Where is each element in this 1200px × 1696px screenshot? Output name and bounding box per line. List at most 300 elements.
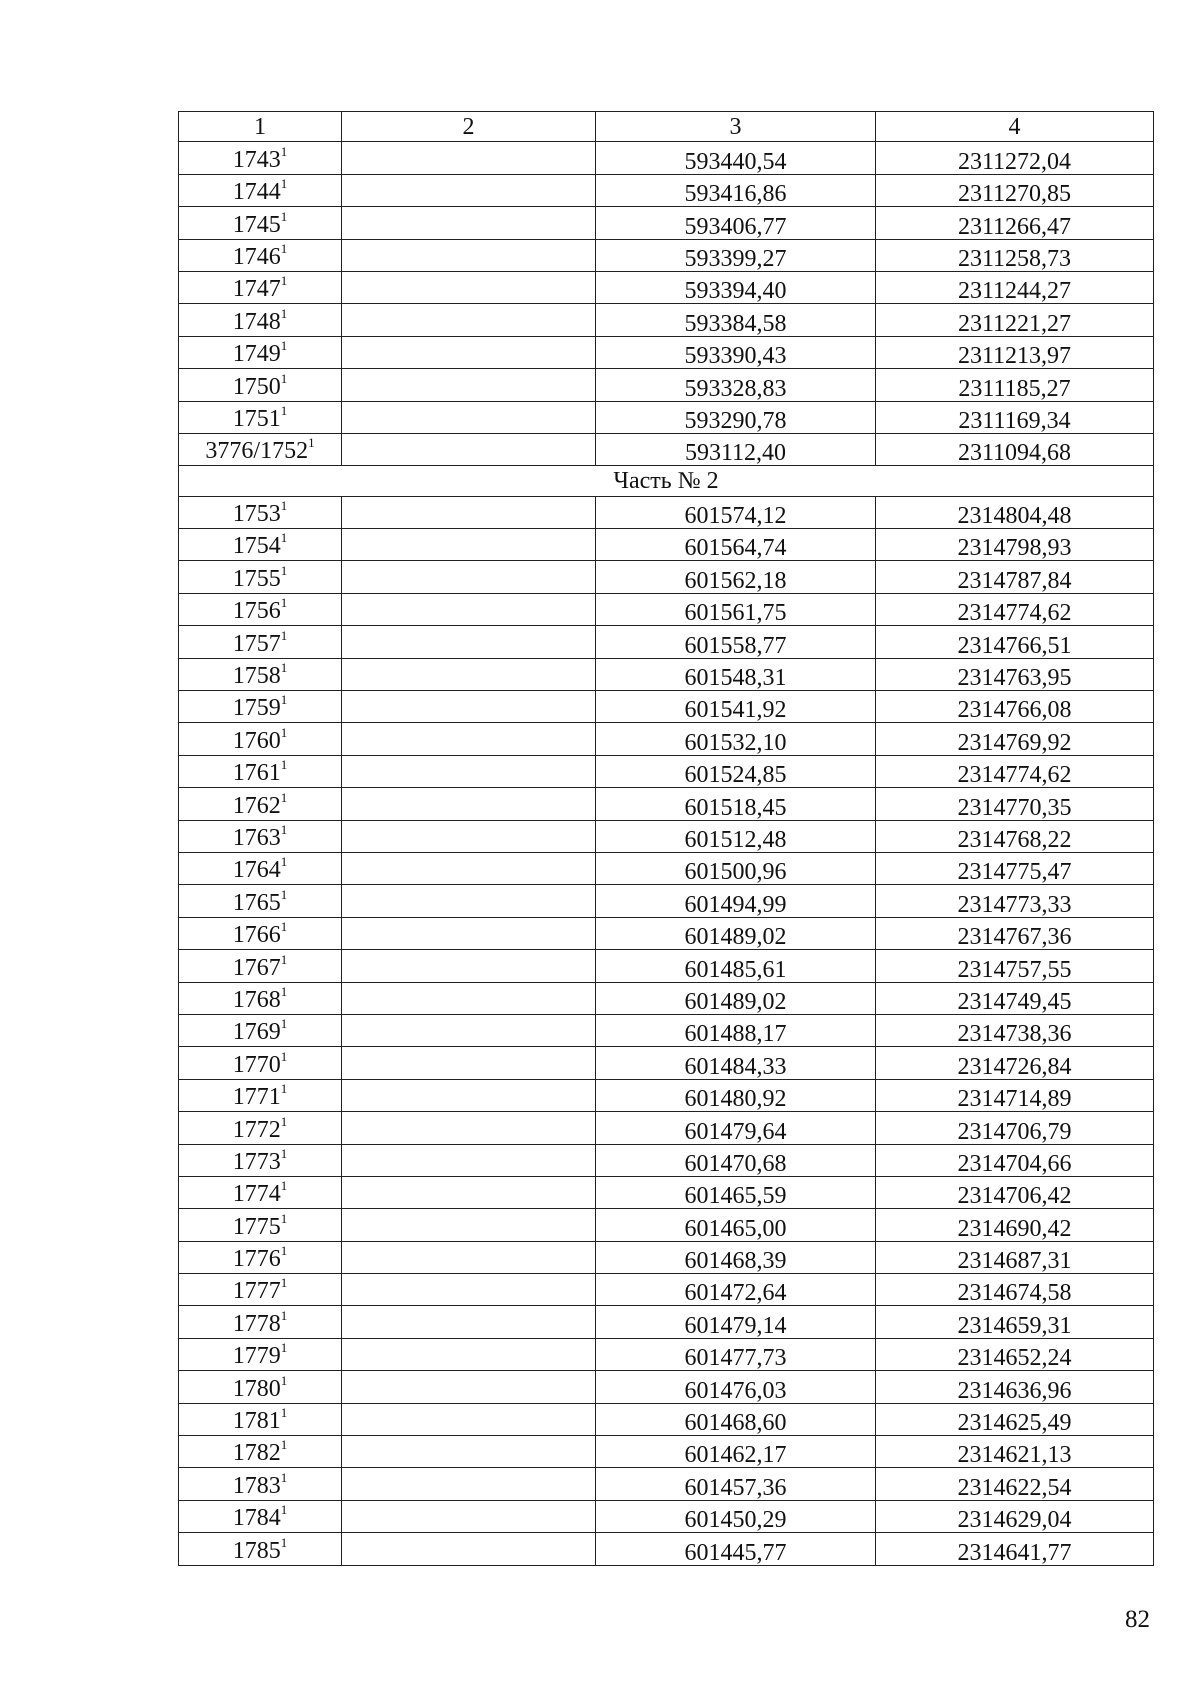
- point-number-cell: [179, 1241, 342, 1273]
- name-cell: [342, 1533, 596, 1565]
- y-coordinate-cell: 2314706,42: [876, 1176, 1154, 1208]
- table-row: [179, 755, 1154, 787]
- y-coordinate-cell: 2314706,79: [876, 1112, 1154, 1144]
- point-number: 1757: [232, 630, 281, 657]
- table-row: [179, 1468, 1154, 1500]
- y-coordinate-cell: 2314625,49: [876, 1403, 1154, 1435]
- x-coordinate-cell: 593399,27: [596, 239, 876, 271]
- point-superscript: 1: [280, 1502, 288, 1518]
- name-cell: [342, 1274, 596, 1306]
- point-number: 1777: [232, 1278, 281, 1305]
- point-superscript: 1: [280, 821, 288, 837]
- point-superscript: 1: [280, 1081, 288, 1097]
- x-coordinate-cell: 593416,86: [596, 174, 876, 206]
- x-coordinate-cell: 601480,92: [596, 1079, 876, 1111]
- x-coordinate-cell: 601561,75: [596, 593, 876, 625]
- name-cell: [342, 1047, 596, 1079]
- point-number: 1746: [232, 243, 281, 270]
- name-cell: [342, 239, 596, 271]
- point-superscript: 1: [280, 1405, 288, 1421]
- point-number: 1747: [232, 276, 281, 303]
- x-coordinate-cell: 593112,40: [596, 433, 876, 465]
- table-row: [179, 239, 1154, 271]
- name-cell: [342, 207, 596, 239]
- name-cell: [342, 1403, 596, 1435]
- x-coordinate-cell: 601574,12: [596, 496, 876, 528]
- y-coordinate-cell: 2311272,04: [876, 142, 1154, 174]
- table-row: [179, 1500, 1154, 1532]
- name-cell: [342, 1468, 596, 1500]
- point-number-cell: [179, 658, 342, 690]
- table-row: [179, 885, 1154, 917]
- point-number-cell: [179, 369, 342, 401]
- point-superscript: 1: [280, 886, 288, 902]
- point-number: 1768: [232, 986, 281, 1013]
- y-coordinate-cell: 2314659,31: [876, 1306, 1154, 1338]
- y-coordinate-cell: 2314704,66: [876, 1144, 1154, 1176]
- point-number-cell: [179, 691, 342, 723]
- y-coordinate-cell: 2311185,27: [876, 369, 1154, 401]
- y-coordinate-cell: 2314636,96: [876, 1371, 1154, 1403]
- point-superscript: 1: [280, 1113, 288, 1129]
- name-cell: [342, 271, 596, 303]
- name-cell: [342, 529, 596, 561]
- point-number: 1761: [232, 760, 281, 787]
- point-superscript: 1: [280, 692, 288, 708]
- point-number: 1750: [232, 373, 281, 400]
- x-coordinate-cell: 601479,64: [596, 1112, 876, 1144]
- table-row: [179, 1144, 1154, 1176]
- point-superscript: 1: [280, 402, 288, 418]
- table-row: [179, 820, 1154, 852]
- point-number: 1781: [232, 1408, 281, 1435]
- point-superscript: 1: [280, 370, 288, 386]
- y-coordinate-cell: 2311213,97: [876, 336, 1154, 368]
- section-title: Часть № 2: [179, 466, 1154, 496]
- point-number: 1765: [232, 889, 281, 916]
- x-coordinate-cell: 601468,60: [596, 1403, 876, 1435]
- point-superscript: 1: [280, 273, 288, 289]
- y-coordinate-cell: 2311221,27: [876, 304, 1154, 336]
- y-coordinate-cell: 2314766,51: [876, 626, 1154, 658]
- table-row: [179, 950, 1154, 982]
- point-number: 1771: [232, 1084, 281, 1111]
- point-number-cell: [179, 820, 342, 852]
- y-coordinate-cell: 2314652,24: [876, 1338, 1154, 1370]
- table-row: [179, 691, 1154, 723]
- table-row: [179, 369, 1154, 401]
- point-superscript: 1: [280, 1534, 288, 1550]
- point-superscript: 1: [280, 854, 288, 870]
- table-row: [179, 207, 1154, 239]
- point-number: 1754: [232, 533, 281, 560]
- point-number-cell: [179, 1112, 342, 1144]
- table-row: [179, 1176, 1154, 1208]
- point-number: 1753: [232, 501, 281, 528]
- point-superscript: 1: [280, 595, 288, 611]
- table-row: [179, 1533, 1154, 1565]
- name-cell: [342, 1500, 596, 1532]
- point-number: 1745: [232, 211, 281, 238]
- y-coordinate-cell: 2314687,31: [876, 1241, 1154, 1273]
- point-number: 1775: [232, 1213, 281, 1240]
- point-superscript: 1: [280, 143, 288, 159]
- y-coordinate-cell: 2314774,62: [876, 755, 1154, 787]
- table-row: [179, 593, 1154, 625]
- point-number: 1776: [232, 1246, 281, 1273]
- table-row: [179, 142, 1154, 174]
- table-row: [179, 1306, 1154, 1338]
- point-superscript: 1: [308, 435, 315, 451]
- point-superscript: 1: [280, 983, 288, 999]
- point-superscript: 1: [280, 1275, 288, 1291]
- point-number: 1751: [232, 405, 281, 432]
- y-coordinate-cell: 2314714,89: [876, 1079, 1154, 1111]
- name-cell: [342, 1241, 596, 1273]
- point-number-cell: [179, 1014, 342, 1046]
- point-number-cell: [179, 561, 342, 593]
- point-number-cell: [179, 142, 342, 174]
- point-number: 3776/1752: [205, 438, 309, 465]
- point-number: 1774: [232, 1181, 281, 1208]
- y-coordinate-cell: 2314774,62: [876, 593, 1154, 625]
- x-coordinate-cell: 593394,40: [596, 271, 876, 303]
- y-coordinate-cell: 2314757,55: [876, 950, 1154, 982]
- x-coordinate-cell: 601470,68: [596, 1144, 876, 1176]
- coordinates-table-body: [179, 112, 1154, 1566]
- point-superscript: 1: [280, 338, 288, 354]
- point-number-cell: [179, 304, 342, 336]
- y-coordinate-cell: 2314770,35: [876, 788, 1154, 820]
- point-number: 1763: [232, 824, 281, 851]
- y-coordinate-cell: 2311270,85: [876, 174, 1154, 206]
- table-row: [179, 917, 1154, 949]
- point-number: 1779: [232, 1343, 281, 1370]
- y-coordinate-cell: 2311244,27: [876, 271, 1154, 303]
- point-superscript: 1: [280, 1243, 288, 1259]
- point-number-cell: [179, 1436, 342, 1468]
- x-coordinate-cell: 601465,00: [596, 1209, 876, 1241]
- table-row: [179, 1436, 1154, 1468]
- x-coordinate-cell: 601494,99: [596, 885, 876, 917]
- name-cell: [342, 982, 596, 1014]
- name-cell: [342, 691, 596, 723]
- x-coordinate-cell: 601489,02: [596, 982, 876, 1014]
- name-cell: [342, 1112, 596, 1144]
- point-number-cell: [179, 529, 342, 561]
- point-number-cell: [179, 885, 342, 917]
- table-row: [179, 496, 1154, 528]
- point-number-cell: [179, 1306, 342, 1338]
- name-cell: [342, 1338, 596, 1370]
- page-number: 82: [1125, 1606, 1150, 1633]
- x-coordinate-cell: 601558,77: [596, 626, 876, 658]
- x-coordinate-cell: 601488,17: [596, 1014, 876, 1046]
- point-number-cell: [179, 1176, 342, 1208]
- point-number-cell: [179, 1079, 342, 1111]
- point-superscript: 1: [280, 660, 288, 676]
- point-superscript: 1: [280, 919, 288, 935]
- point-number: 1785: [232, 1537, 281, 1564]
- point-number-cell: [179, 336, 342, 368]
- name-cell: [342, 1079, 596, 1111]
- point-number: 1782: [232, 1440, 281, 1467]
- table-row: [179, 304, 1154, 336]
- header-col-1: 1: [179, 112, 342, 142]
- x-coordinate-cell: 601465,59: [596, 1176, 876, 1208]
- name-cell: [342, 369, 596, 401]
- header-col-4: 4: [876, 112, 1154, 142]
- point-number-cell: [179, 496, 342, 528]
- point-number-cell: [179, 755, 342, 787]
- name-cell: [342, 723, 596, 755]
- table-row: [179, 1112, 1154, 1144]
- name-cell: [342, 820, 596, 852]
- name-cell: [342, 1209, 596, 1241]
- x-coordinate-cell: 601500,96: [596, 852, 876, 884]
- point-number: 1748: [232, 308, 281, 335]
- y-coordinate-cell: 2314767,36: [876, 917, 1154, 949]
- table-row: [179, 271, 1154, 303]
- header-col-3: 3: [596, 112, 876, 142]
- point-number-cell: [179, 950, 342, 982]
- name-cell: [342, 174, 596, 206]
- point-number-cell: [179, 207, 342, 239]
- y-coordinate-cell: 2311258,73: [876, 239, 1154, 271]
- name-cell: [342, 142, 596, 174]
- point-number-cell: [179, 174, 342, 206]
- point-number: 1772: [232, 1116, 281, 1143]
- name-cell: [342, 852, 596, 884]
- point-number-cell: [179, 401, 342, 433]
- table-row: [179, 982, 1154, 1014]
- point-number: 1773: [232, 1148, 281, 1175]
- table-row: [179, 433, 1154, 465]
- point-superscript: 1: [280, 724, 288, 740]
- table-row: [179, 1371, 1154, 1403]
- x-coordinate-cell: 601562,18: [596, 561, 876, 593]
- point-superscript: 1: [280, 1016, 288, 1032]
- point-superscript: 1: [280, 1340, 288, 1356]
- x-coordinate-cell: 601541,92: [596, 691, 876, 723]
- name-cell: [342, 885, 596, 917]
- point-number-cell: [179, 1500, 342, 1532]
- y-coordinate-cell: 2314738,36: [876, 1014, 1154, 1046]
- table-row: [179, 852, 1154, 884]
- x-coordinate-cell: 601479,14: [596, 1306, 876, 1338]
- point-superscript: 1: [280, 1178, 288, 1194]
- point-number: 1783: [232, 1472, 281, 1499]
- x-coordinate-cell: 593384,58: [596, 304, 876, 336]
- y-coordinate-cell: 2314766,08: [876, 691, 1154, 723]
- point-number-cell: [179, 1144, 342, 1176]
- point-number-cell: [179, 723, 342, 755]
- y-coordinate-cell: 2314621,13: [876, 1436, 1154, 1468]
- point-number-cell: [179, 1371, 342, 1403]
- point-number-cell: [179, 626, 342, 658]
- point-number-cell: [179, 1274, 342, 1306]
- point-number: 1766: [232, 922, 281, 949]
- point-number: 1762: [232, 792, 281, 819]
- point-superscript: 1: [280, 1372, 288, 1388]
- name-cell: [342, 1371, 596, 1403]
- name-cell: [342, 593, 596, 625]
- point-number-cell: [179, 271, 342, 303]
- x-coordinate-cell: 593440,54: [596, 142, 876, 174]
- name-cell: [342, 433, 596, 465]
- x-coordinate-cell: 601489,02: [596, 917, 876, 949]
- point-superscript: 1: [280, 757, 288, 773]
- y-coordinate-cell: 2311169,34: [876, 401, 1154, 433]
- table-row: [179, 174, 1154, 206]
- point-number-cell: [179, 593, 342, 625]
- point-number: 1756: [232, 598, 281, 625]
- y-coordinate-cell: 2311266,47: [876, 207, 1154, 239]
- x-coordinate-cell: 601450,29: [596, 1500, 876, 1532]
- point-superscript: 1: [280, 240, 288, 256]
- section-title-row: [179, 466, 1154, 496]
- table-row: [179, 336, 1154, 368]
- point-superscript: 1: [280, 562, 288, 578]
- point-superscript: 1: [280, 1210, 288, 1226]
- point-number: 1769: [232, 1019, 281, 1046]
- point-number: 1778: [232, 1310, 281, 1337]
- x-coordinate-cell: 601532,10: [596, 723, 876, 755]
- x-coordinate-cell: 593406,77: [596, 207, 876, 239]
- point-superscript: 1: [280, 627, 288, 643]
- point-superscript: 1: [280, 1437, 288, 1453]
- point-superscript: 1: [280, 1145, 288, 1161]
- point-number: 1759: [232, 695, 281, 722]
- table-row: [179, 1274, 1154, 1306]
- point-number: 1743: [232, 146, 281, 173]
- table-row: [179, 1241, 1154, 1273]
- point-number-cell: [179, 1047, 342, 1079]
- name-cell: [342, 1014, 596, 1046]
- name-cell: [342, 1306, 596, 1338]
- y-coordinate-cell: 2314787,84: [876, 561, 1154, 593]
- y-coordinate-cell: 2314804,48: [876, 496, 1154, 528]
- table-row: [179, 1338, 1154, 1370]
- point-number: 1760: [232, 727, 281, 754]
- x-coordinate-cell: 601462,17: [596, 1436, 876, 1468]
- point-number: 1758: [232, 663, 281, 690]
- point-number: 1767: [232, 954, 281, 981]
- point-number-cell: [179, 1533, 342, 1565]
- x-coordinate-cell: 593290,78: [596, 401, 876, 433]
- table-row: [179, 1079, 1154, 1111]
- x-coordinate-cell: 601524,85: [596, 755, 876, 787]
- x-coordinate-cell: 601548,31: [596, 658, 876, 690]
- x-coordinate-cell: 601445,77: [596, 1533, 876, 1565]
- x-coordinate-cell: 601472,64: [596, 1274, 876, 1306]
- y-coordinate-cell: 2314773,33: [876, 885, 1154, 917]
- point-superscript: 1: [280, 208, 288, 224]
- point-superscript: 1: [280, 1307, 288, 1323]
- point-number: 1770: [232, 1051, 281, 1078]
- x-coordinate-cell: 601512,48: [596, 820, 876, 852]
- x-coordinate-cell: 601484,33: [596, 1047, 876, 1079]
- table-row: [179, 1403, 1154, 1435]
- name-cell: [342, 304, 596, 336]
- table-row: [179, 626, 1154, 658]
- point-superscript: 1: [280, 789, 288, 805]
- point-number-cell: [179, 917, 342, 949]
- point-number: 1749: [232, 341, 281, 368]
- point-superscript: 1: [280, 1048, 288, 1064]
- y-coordinate-cell: 2314798,93: [876, 529, 1154, 561]
- point-number-cell: [179, 852, 342, 884]
- name-cell: [342, 561, 596, 593]
- name-cell: [342, 626, 596, 658]
- y-coordinate-cell: 2314775,47: [876, 852, 1154, 884]
- x-coordinate-cell: 593328,83: [596, 369, 876, 401]
- y-coordinate-cell: 2314749,45: [876, 982, 1154, 1014]
- table-row: [179, 788, 1154, 820]
- table-row: [179, 529, 1154, 561]
- name-cell: [342, 496, 596, 528]
- point-number-cell: [179, 982, 342, 1014]
- point-superscript: 1: [280, 530, 288, 546]
- point-number: 1780: [232, 1375, 281, 1402]
- table-row: [179, 1209, 1154, 1241]
- x-coordinate-cell: 601468,39: [596, 1241, 876, 1273]
- point-superscript: 1: [280, 498, 288, 514]
- x-coordinate-cell: 601518,45: [596, 788, 876, 820]
- name-cell: [342, 788, 596, 820]
- y-coordinate-cell: 2314674,58: [876, 1274, 1154, 1306]
- y-coordinate-cell: 2314629,04: [876, 1500, 1154, 1532]
- name-cell: [342, 1436, 596, 1468]
- point-number-cell: [179, 1403, 342, 1435]
- header-col-2: 2: [342, 112, 596, 142]
- table-row: [179, 561, 1154, 593]
- point-number-cell: [179, 239, 342, 271]
- point-number: 1755: [232, 565, 281, 592]
- point-number: 1744: [232, 179, 281, 206]
- x-coordinate-cell: 601564,74: [596, 529, 876, 561]
- point-number-cell: [179, 1468, 342, 1500]
- header-row: [179, 112, 1154, 142]
- point-number-cell: [179, 1338, 342, 1370]
- y-coordinate-cell: 2314690,42: [876, 1209, 1154, 1241]
- x-coordinate-cell: 601476,03: [596, 1371, 876, 1403]
- table-row: [179, 1014, 1154, 1046]
- name-cell: [342, 1176, 596, 1208]
- y-coordinate-cell: 2314641,77: [876, 1533, 1154, 1565]
- table-row: [179, 658, 1154, 690]
- point-superscript: 1: [280, 1469, 288, 1485]
- x-coordinate-cell: 601485,61: [596, 950, 876, 982]
- point-number: 1764: [232, 857, 281, 884]
- name-cell: [342, 917, 596, 949]
- name-cell: [342, 1144, 596, 1176]
- y-coordinate-cell: 2314763,95: [876, 658, 1154, 690]
- point-superscript: 1: [280, 951, 288, 967]
- y-coordinate-cell: 2311094,68: [876, 433, 1154, 465]
- point-number-cell: [179, 1209, 342, 1241]
- table-row: [179, 1047, 1154, 1079]
- point-number: 1784: [232, 1505, 281, 1532]
- x-coordinate-cell: 593390,43: [596, 336, 876, 368]
- name-cell: [342, 401, 596, 433]
- x-coordinate-cell: 601457,36: [596, 1468, 876, 1500]
- point-superscript: 1: [280, 305, 288, 321]
- name-cell: [342, 755, 596, 787]
- x-coordinate-cell: 601477,73: [596, 1338, 876, 1370]
- point-number-cell: [179, 433, 342, 465]
- table-row: [179, 401, 1154, 433]
